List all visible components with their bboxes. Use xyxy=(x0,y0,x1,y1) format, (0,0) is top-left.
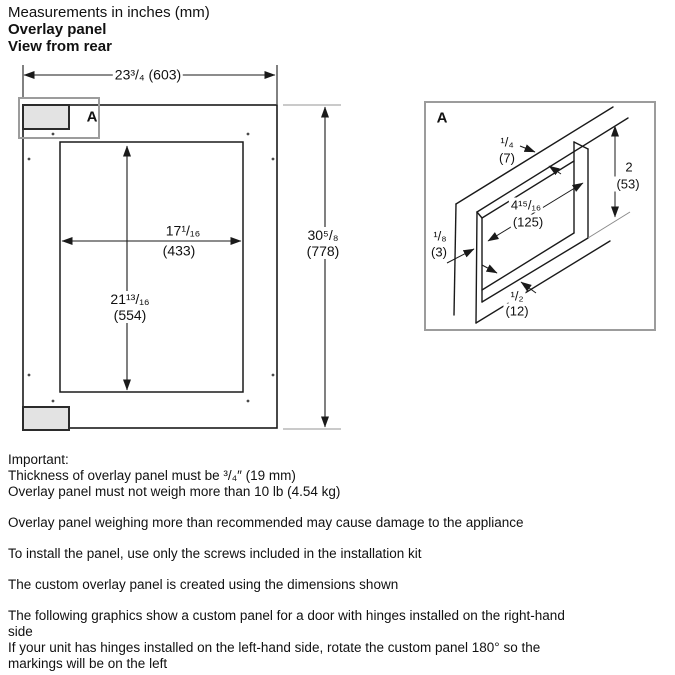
front-edge-mm: (3) xyxy=(431,244,447,260)
height-extension-lines xyxy=(283,105,341,429)
bottom-lip-inches: ¹/₂ xyxy=(510,288,524,304)
installation-notes xyxy=(8,452,668,675)
note-line: The custom overlay panel is created using the dimensions shown xyxy=(8,577,399,592)
note-line: markings will be on the left xyxy=(8,656,168,671)
overall-height-inches: 30⁵/₈ xyxy=(307,227,339,243)
overlay-panel-drawing xyxy=(0,60,420,452)
panel-outline xyxy=(23,105,277,428)
note-line: Thickness of overlay panel must be ³/₄″ (19 mm) xyxy=(8,468,296,483)
note-line: side xyxy=(8,624,33,639)
detail-marker-main: A xyxy=(86,108,98,126)
inner-height-mm: (554) xyxy=(113,307,147,323)
note-line: Overlay panel must not weigh more than 10 lb (4.54 kg) xyxy=(8,484,341,499)
note-line: If your unit has hinges installed on the left-hand side, rotate the custom panel 180° so the xyxy=(8,640,541,655)
detail-marker-a: A xyxy=(436,109,448,127)
note-line: Important: xyxy=(8,452,69,467)
inner-height-label xyxy=(108,291,151,323)
note-line: Overlay panel weighing more than recommended may cause damage to the appliance xyxy=(8,515,524,530)
note-dimensions xyxy=(8,577,668,593)
end-height-inches: 2 xyxy=(625,159,633,175)
bottom-handle-cutout xyxy=(23,407,69,430)
inner-height-inches: 21¹³/₁₆ xyxy=(110,291,150,307)
front-edge-inches: ¹/₈ xyxy=(433,228,447,244)
top-handle-cutout xyxy=(23,105,69,129)
measurements-note: Measurements in inches (mm) xyxy=(8,4,210,21)
note-weight-warning xyxy=(8,515,668,531)
page-header xyxy=(8,4,210,55)
note-line: The following graphics show a custom panel for a door with hinges installed on the right-hand xyxy=(8,608,565,623)
diagram-title: Overlay panel xyxy=(8,21,107,38)
note-hinges xyxy=(8,608,668,672)
top-lip-mm: (7) xyxy=(499,150,515,166)
note-screws xyxy=(8,546,668,562)
end-height-mm: (53) xyxy=(616,176,640,192)
note-important xyxy=(8,452,668,500)
inner-width-mm: (433) xyxy=(162,242,196,259)
top-lip-inches: ¹/₄ xyxy=(500,134,514,150)
recess-length-inches: 4¹⁵/₁₆ xyxy=(510,197,542,213)
overall-height-label xyxy=(305,227,342,259)
inner-width-inches: 17¹/₁₆ xyxy=(165,222,201,239)
note-line: To install the panel, use only the screws included in the installation kit xyxy=(8,546,422,561)
overall-height-mm: (778) xyxy=(306,243,340,259)
bottom-lip-mm: (12) xyxy=(505,303,529,319)
recess-length-mm: (125) xyxy=(512,214,544,230)
diagram-subtitle: View from rear xyxy=(8,38,112,55)
overall-width-label: 23³/₄ (603) xyxy=(114,66,182,83)
